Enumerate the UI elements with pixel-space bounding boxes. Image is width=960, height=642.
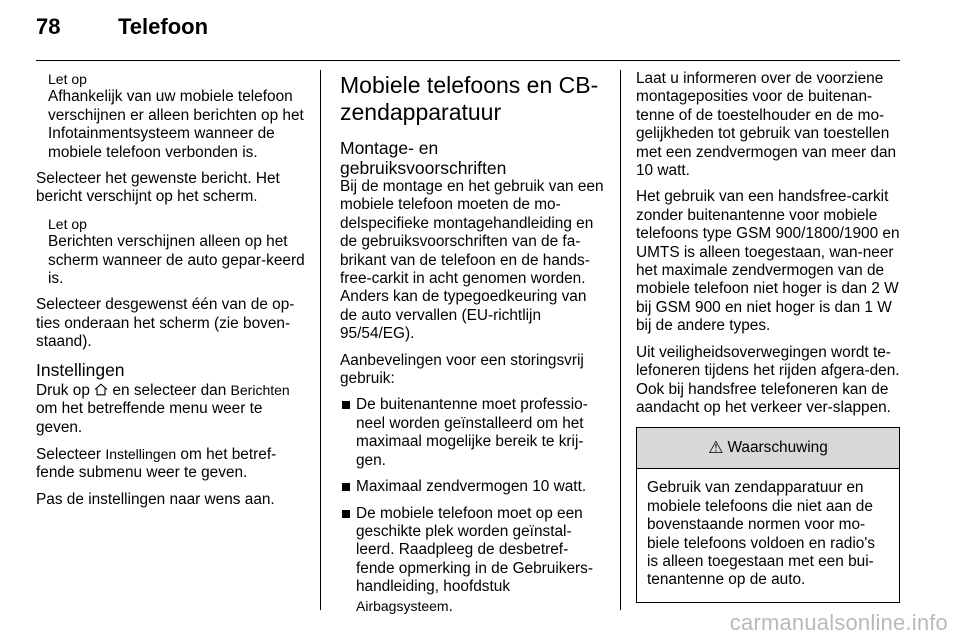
ui-term-berichten: Berichten — [230, 381, 290, 398]
note-label: Let op — [48, 215, 87, 232]
warning-title: Waarschuwing — [727, 439, 828, 457]
list-item-text: De mobiele telefoon moet op een geschikte plek worden geïnstal-leerd. Raadpleeg de desbetref-fende opmerking in de Gebruikers-handleiding, hoofdstuk — [356, 504, 593, 596]
list-item — [340, 505, 605, 616]
paragraph: Het gebruik van een handsfree-carkit zonder buitenantenne voor mobiele telefoons type GSM 900/1800/1900 en UMTS is alleen toegestaan, wan-neer het maximale zendvermogen van de mobiele telefoon niet hoger is dan 2 W bij GSM 900 en niet hoger is dan 1 W bij de andere types. — [636, 188, 900, 335]
bullet-square-icon — [342, 401, 350, 409]
note-1 — [48, 70, 306, 162]
paragraph: Bij de montage en het gebruik van een mobiele telefoon moeten de mo-delspecifieke montagehandleiding en de gebruiksvoorschriften van de fa-brikant van de telefoon en de hands-free-carkit in acht genomen worden. Anders kan de typegoedkeuring van de auto vervallen (EU-richtlijn 95/54/EG). — [340, 178, 604, 343]
section-heading-instellingen: Instellingen — [36, 359, 125, 380]
warning-text: Gebruik van zendapparatuur en mobiele telefoons die niet aan de bovenstaande normen voor mo-biele telefoons voldoen en radio's is alleen toegestaan met een bui-tenantenne op de auto. — [647, 479, 875, 589]
text-fragment: om het betref-fende submenu weer te geven. — [36, 445, 277, 482]
header-divider — [36, 60, 900, 61]
warning-header — [637, 428, 899, 469]
text-fragment: . — [448, 597, 453, 615]
home-icon — [94, 382, 112, 399]
paragraph: Pas de instellingen naar wens aan. — [36, 490, 275, 508]
bullet-list — [340, 396, 605, 615]
column-divider-2 — [620, 70, 621, 610]
subsection-heading-montage: Montage- en gebruiksvoorschriften — [340, 138, 507, 178]
section-heading-mobiele-telefoons: Mobiele telefoons en CB-zendapparatuur — [340, 72, 599, 125]
column-divider-1 — [320, 70, 321, 610]
column-3 — [636, 70, 900, 603]
text-fragment: om het betreffende menu weer te geven. — [36, 400, 263, 436]
text-fragment: Druk op — [36, 381, 90, 399]
bullet-square-icon — [342, 510, 350, 518]
paragraph: Laat u informeren over de voorziene montageposities voor de buitenan-tenne of de toestelhouder en de mo-gelijkheden tot gebruik van toestellen met een zendvermogen van meer dan 10 watt. — [636, 70, 897, 180]
text-fragment: Selecteer — [36, 445, 102, 463]
paragraph — [36, 445, 306, 483]
list-item-text: De buitenantenne moet professio-neel worden geïnstalleerd om het maximaal mogelijke bereik te krij-gen. — [356, 396, 588, 469]
paragraph: Selecteer desgewenst één van de op-ties onderaan het scherm (zie boven-staand). — [36, 296, 295, 351]
note-label: Let op — [48, 71, 87, 87]
warning-triangle-icon: ⚠ — [708, 438, 724, 458]
page-title: Telefoon — [118, 14, 209, 39]
column-1 — [36, 70, 306, 517]
watermark: carmanualsonline.info — [729, 610, 948, 635]
column-2 — [340, 70, 605, 624]
paragraph: Uit veiligheidsoverwegingen wordt te-lefoneren tijdens het rijden afgera-den. Ook bij handsfree telefoneren kan de aandacht op het verkeer ver-slappen. — [636, 343, 900, 416]
warning-box — [636, 427, 900, 602]
list-item — [340, 478, 605, 496]
ui-term-airbagsysteem: Airbagsysteem — [356, 597, 449, 614]
paragraph: Selecteer het gewenste bericht. Het bericht verschijnt op het scherm. — [36, 170, 280, 206]
page-number: 78 — [36, 14, 61, 39]
paragraph: Aanbevelingen voor een storingsvrij gebruik: — [340, 351, 584, 388]
note-text: Afhankelijk van uw mobiele telefoon verschijnen er alleen berichten op het Infotainmentsysteem wanneer de mobiele telefoon verbonden is. — [48, 88, 304, 161]
list-item — [340, 396, 605, 470]
list-item-text: Maximaal zendvermogen 10 watt. — [356, 478, 587, 496]
ui-term-instellingen: Instellingen — [105, 445, 177, 462]
bullet-square-icon — [342, 483, 350, 491]
note-text: Berichten verschijnen alleen op het scherm wanneer de auto gepar-keerd is. — [48, 233, 305, 288]
note-2 — [48, 215, 306, 289]
paragraph — [36, 381, 306, 437]
text-fragment: en selecteer dan — [112, 381, 227, 399]
page-header — [36, 14, 208, 54]
